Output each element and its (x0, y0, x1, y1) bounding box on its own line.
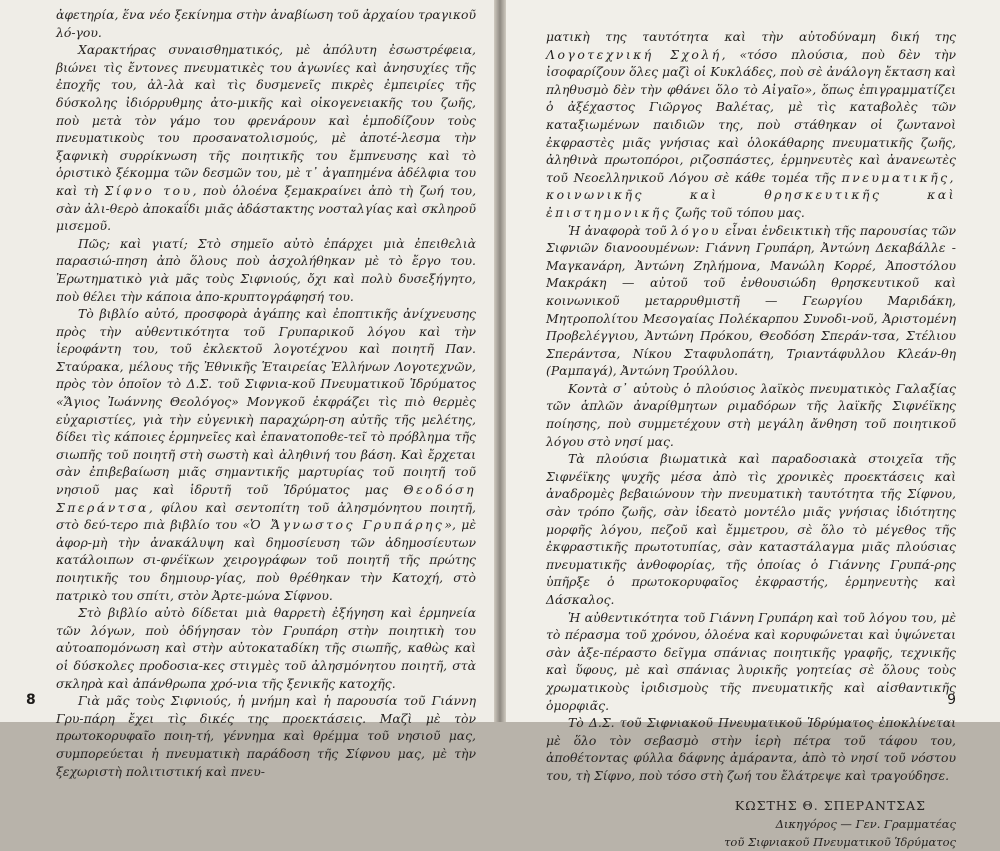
paragraph (546, 222, 956, 380)
paragraph (56, 41, 476, 235)
paragraph-text: Γιὰ μᾶς τοὺς Σιφνιούς, ἡ μνήμη καὶ ἡ παρουσία τοῦ Γιάννη Γρυ-πάρη ἔχει τὶς δικές της προεκτάσεις. Μαζὶ μὲ τὸν πρωτοκορυφαῖο ποιη-τή, γέννημα καὶ θρέμμα τοῦ νησιοῦ μας, συμπορεύεται ἡ πνευματικὴ παράδοση τῆς Σίφνου μας, μὲ τὴν ξεχωριστὴ πολιτιστική καὶ πνευ- (56, 693, 476, 779)
right-page (506, 0, 1000, 849)
page-number-left: 8 (26, 692, 36, 708)
paragraph (56, 6, 476, 41)
spaced-emphasis-text: Λογοτεχνική Σχολή (546, 46, 722, 62)
paragraph-text: , ποὺ ὁλοένα ξεμακραίνει ἀπὸ τὴ ζωή του, σὰν ἀλι-θερὸ ἀποκαΐδι μιᾶς ἀδάστακτης νοσταλγίας καὶ σκληροῦ μισεμοῦ. (56, 182, 477, 234)
paragraph-text: , «τόσο πλούσια, ποὺ δὲν τὴν ἰσοφαρίζουν ὅλες μαζὶ οἱ Κυκλάδες, ποὺ σὲ ἀνάλογη ἔκταση καὶ πληθυσμὸ δὲν τὴν φθάνει ὅλο τὸ Αἰγαῖο», ὅπως ἐπιγραμματίζει ὁ ἀξέχαστος Γιῶργος Βαλέτας, μὲ τὶς καταβολὲς τῶν καταξιωμένων παιδιῶν της, ποὺ στάθηκαν οἱ ζωντανοὶ ἐκφραστὲς μιᾶς γνήσιας καὶ ὁλοκάθαρης πνευματικῆς ζωῆς, ἀληθινὰ πρωτοπόροι, ριζοσπάστες, ἑρμηνευτὲς καὶ ἀνανεωτὲς τοῦ Νεοελληνικοῦ Λόγου σὲ κάθε τομέα τῆς (546, 46, 956, 185)
left-page (0, 0, 494, 779)
paragraph-text: Κοντὰ σ᾽ αὐτοὺς ὁ πλούσιος λαϊκὸς πνευματικὸς Γαλαξίας τῶν ἁπλῶν ἀναρίθμητων ριμαδόρων τῆς λαϊκῆς Σιφνέϊκης ποίησης, ποὺ συμμετέχουν στὴ μεγάλη ἄνθηση τοῦ ποιητικοῦ λόγου στὸ νησί μας. (546, 380, 956, 449)
spaced-emphasis-text: Θεοδόση Σπεράντσα (56, 482, 476, 515)
signature-name: ΚΩΣΤΗΣ Θ. ΣΠΕΡΑΝΤΣΑΣ (734, 797, 926, 813)
paragraph (546, 380, 956, 450)
paragraph-text: Χαρακτήρας συναισθηματικός, μὲ ἀπόλυτη ἐσωστρέφεια, βιώνει τὶς ἔντονες πνευματικὲς του ἀγωνίες καὶ ἀνησυχίες τῆς ἐποχῆς του, ἀλ-λὰ καὶ τὶς δυσμενεῖς πικρὲς ἐμπειρίες τῆς δύσκολης ἰδιόρρυθμης ἀτο-μικῆς καὶ οἰκογενειακῆς του ζωῆς, ποὺ μετὰ τὸν γάμο του φρενάρουν καὶ ἐμποδίζουν τοὺς πνευματικοὺς του προσανατολισμούς, μὲ ἀποτέ-λεσμα τὴν ξαφνικὴ συρρίκνωση τῆς ποιητικῆς του ἔμπνευσης καὶ τὸ ὁριστικὸ ξέκομμα τῶν δεσμῶν του, μὲ τ᾽ ἀγαπημένα ἀδέλφια του καὶ τὴ (56, 42, 476, 198)
paragraph (546, 609, 956, 715)
paragraph-text: Τὰ πλούσια βιωματικὰ καὶ παραδοσιακὰ στοιχεῖα τῆς Σιφνέϊκης ψυχῆς μέσα ἀπὸ τὶς χρονικὲς προεκτάσεις καὶ ἀναδρομὲς βεβαιώνουν τὴν πνευματικὴ ταυτότητα τῆς Σίφνου, σὰν τρόπο ζωῆς, σὰν ἰδεατὸ μοντέλο μιᾶς γνήσιας ἰδιότητης μορφῆς λόγου, πεζοῦ καὶ ἔμμετρου, σὲ ὅλο τὸ μέγεθος τῆς ἐκφραστικῆς πρωτοτυπίας, σὰν καταστάλαγμα μιᾶς πλούσιας πνευματικῆς ἀνθοφορίας, τῆς ὁποίας ὁ Γιάννης Γρυπά-ρης ὑπῆρξε ὁ πρωτοκορυφαῖος ἐκφραστής, ἑρμηνευτὴς καὶ Δάσκαλος. (546, 451, 956, 607)
paragraph-text: », μὲ ἀφορ-μὴ τὴν ἀνακάλυψη καὶ δημοσίευση τῶν ἀδημοσίευτων κατάλοιπων σι-φνέϊκων χειρογράφων τοῦ ποιητῆ τῆς πρώτης ποιητικῆς του δημιουρ-γίας, ποὺ θρέθηκαν τὴν Κατοχή, στὸ πατρικὸ του σπίτι, στὸν Ἀρτε-μώνα Σίφνου. (56, 517, 476, 603)
paragraph-text: ματικὴ της ταυτότητα καὶ τὴν αὐτοδύναμη δική της (546, 29, 956, 44)
paragraph-text: Ἡ αὐθεντικότητα τοῦ Γιάννη Γρυπάρη καὶ τοῦ λόγου του, μὲ τὸ πέρασμα τοῦ χρόνου, ὁλοένα καὶ κορυφώνεται καὶ ὑψώνεται σὰν ἀξε-πέραστο δεῖγμα σπάνιας ποιητικῆς γραφῆς, τεχνικῆς καὶ ὕφους, μὲ καὶ σπάνιας λυρικῆς γοητείας σὲ ὅλους τοὺς χρωματικοὺς ἰριδισμοὺς τῆς πνευματικῆς καὶ αἰσθαντικῆς ὁμορφιᾶς. (546, 609, 956, 713)
paragraph-text: Τὸ βιβλίο αὐτό, προσφορὰ ἀγάπης καὶ ἐποπτικῆς ἀνίχνευσης πρὸς τὴν αὐθεντικότητα τοῦ Γρυπαρικοῦ λόγου καὶ τὴν ἱεροφάντη του, τοῦ ἐκλεκτοῦ λογοτέχνου καὶ ποιητῆ Παν. Σταύρακα, μέλους τῆς Ἐθνικῆς Ἑταιρείας Ἑλλήνων Λογοτεχνῶν, πρὸς τὸν ὁποῖον τὸ Δ.Σ. τοῦ Σιφνια-κοῦ Πνευματικοῦ Ἱδρύματος «Ἅγιος Ἰωάννης Θεολόγος» Μονγκοῦ ἐκφράζει τὶς πιὸ θερμὲς εὐχαριστίες, γιὰ τὴν εὐγενικὴ παραχώρη-ση αὐτῆς τῆς μελέτης, δίδει τὶς κάποιες ἑρμηνεῖες καὶ ἐπανατοποθε-τεῖ τὸ πρόβλημα τῆς σιωπῆς τοῦ ποιητῆ στὴ σωστὴ καὶ ἀληθινή του βάση. Καὶ ἔρχεται σὰν ἐπιβεβαίωση μιᾶς σημαντικῆς μαρτυρίας τοῦ ποιητῆ τοῦ νησιοῦ μας καὶ ἱδρυτῆ τοῦ Ἱδρύματος μας (56, 306, 476, 498)
paragraph-text: ἀφετηρία, ἕνα νέο ξεκίνημα στὴν ἀναβίωση τοῦ ἀρχαίου τραγικοῦ λό-γου. (56, 7, 476, 40)
paragraph-text: Πῶς; καὶ γιατί; Στὸ σημεῖο αὐτὸ ἐπάρχει μιὰ ἐπειθελιὰ παρασιώ-πηση ἀπὸ ὅλους ποὺ ἀσχολήθηκαν μὲ τὸ ἔργο του. Ἐρωτηματικὸ γιὰ μᾶς τοὺς Σιφνιούς, ὄχι καὶ πολὺ δυσεξήγητο, ποὺ θέλει τὴν κάποια ἀπο-κρυπτογράφησή του. (56, 235, 476, 304)
paragraph-text: ζωῆς τοῦ τόπου μας. (671, 204, 805, 220)
paragraph-text: Ἡ ἀναφορὰ τοῦ (568, 222, 671, 238)
paragraph-text: Στὸ βιβλίο αὐτὸ δίδεται μιὰ θαρρετὴ ἐξήγηση καὶ ἑρμηνεία τῶν λόγων, ποὺ ὁδήγησαν τὸν Γρυπάρη στὴν ποιητικὴ του αὐτοαπομόνωση καὶ στὴν αὐτοκαταδίκη τῆς σιωπῆς, καθὼς καὶ οἱ δύσκολες προδοσια-κες στιγμὲς τοῦ ἀλησμόνητου ποιητῆ, στὰ σκληρὰ καὶ ἀπάνθρωπα χρό-νια τῆς ξενικῆς κατοχῆς. (56, 605, 476, 691)
signature-role: Δικηγόρος — Γεν. Γραμματέας (775, 816, 956, 831)
right-page-body (546, 28, 956, 785)
paragraph-text: , φίλου καὶ σεντοπίτη τοῦ ἀλησμόνητου ποιητῆ, στὸ δεύ-τερο πιὰ βιβλίο του « (56, 499, 476, 533)
paragraph (56, 305, 476, 604)
paragraph (546, 714, 956, 784)
spaced-emphasis-text: Σίφνο του (104, 182, 193, 198)
left-page-body (56, 6, 476, 780)
book-gutter (494, 0, 506, 722)
page-number-right: 9 (947, 692, 956, 708)
signature-institution: τοῦ Σιφνιακοῦ Πνευματικοῦ Ἱδρύματος (724, 834, 956, 849)
paragraph (56, 692, 476, 780)
spaced-emphasis-text: Ὁ Ἄγνωστος Γρυπάρης (250, 517, 445, 533)
spaced-emphasis-text: πνευματικῆς, κοινωνικῆς καὶ θρησκευτικῆς καὶ ἐπιστημονικῆς (546, 169, 956, 220)
paragraph-text: εἶναι ἐνδεικτικὴ τῆς παρουσίας τῶν Σιφνιῶν διανοουμένων: Γιάννη Γρυπάρη, Ἀντώνη Δεκαβάλλε - Μαγκανάρη, Ἀντώνη Ζηλήμονα, Μανώλη Κορρέ, Ἀποστόλου Μακράκη — αὐτοῦ τοῦ ἐνθουσιώδη θρησκευτικοῦ καὶ κοινωνικοῦ μεταρρυθμιστῆ — Γεωργίου Μαριδάκη, Μητροπολίτου Μεσογαίας Πολέκαρπου Συνοδι-νοῦ, Ἀριστομένη Προβελέγγιου, Ἀντώνη Πρόκου, Θεοδόση Σπεράν-τσα, Στέλιου Σπεράντσα, Νίκου Σταφυλοπάτη, Τριαντάφυλλου Κλεάν-θη (Ραμπαγά), Ἀντώνη Τρούλλου. (546, 222, 956, 379)
paragraph-text: Τὸ Δ.Σ. τοῦ Σιφνιακοῦ Πνευματικοῦ Ἱδρύματος ἐποκλίνεται μὲ ὅλο τὸν σεβασμὸ στὴν ἱερὴ πέτρα τοῦ τάφου του, ἀποθέτοντας φύλλα δάφνης ἀμάραντα, ἀπὸ τὸ νησί τοῦ νόστου του, τὴ Σίφνο, ποὺ τόσο στὴ ζωή του ἔλάτρεψε καὶ τραγούδησε. (546, 715, 956, 783)
paragraph (546, 28, 956, 222)
signature-block (546, 797, 956, 851)
paragraph (546, 450, 956, 608)
paragraph (56, 604, 476, 692)
paragraph (56, 235, 476, 305)
spaced-emphasis-text: λόγου (670, 222, 722, 238)
